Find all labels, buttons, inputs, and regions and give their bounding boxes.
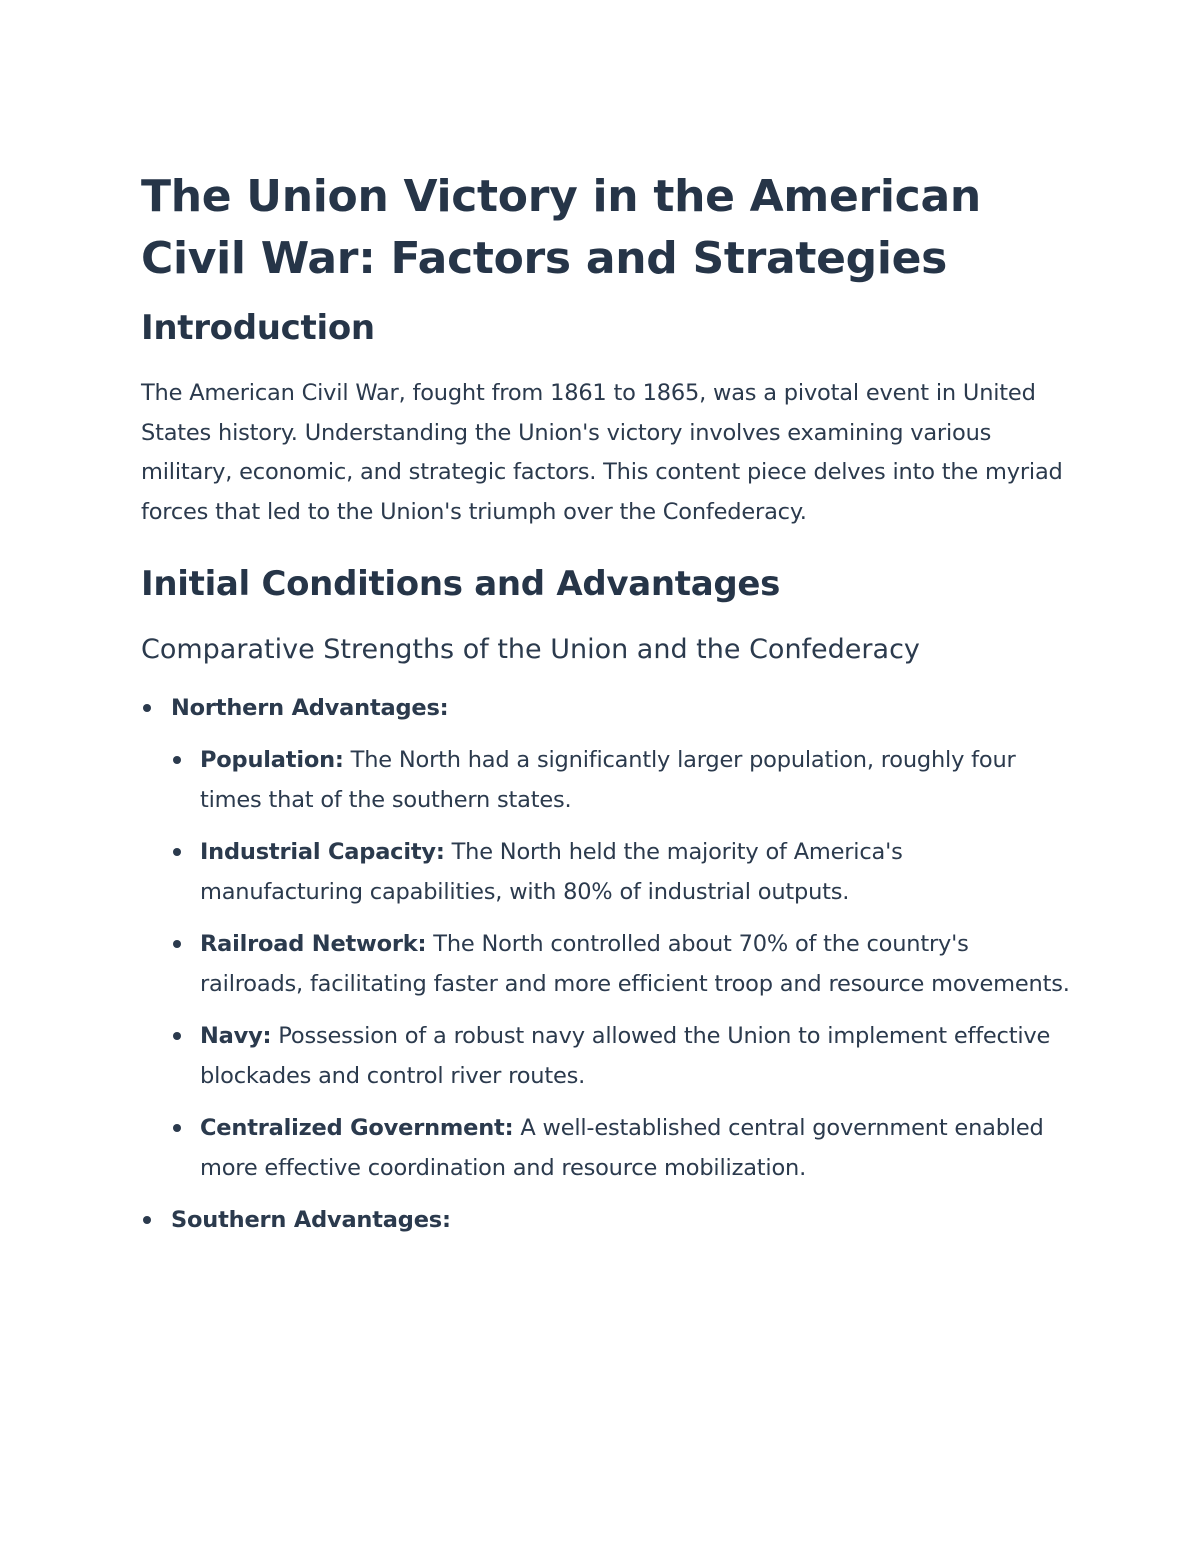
comparative-strengths-subheading: Comparative Strengths of the Union and the Confederacy [141,634,920,665]
southern-advantages-item [141,1200,1071,1240]
item-term: Centralized Government: [200,1115,514,1141]
bullet-icon [173,756,181,764]
bullet-icon [143,1216,151,1224]
item-text: The North held the majority of America's manufacturing capabilities, with 80% of industrial outputs. [200,839,903,905]
item-term: Railroad Network: [200,931,427,957]
list-item [171,924,1071,1004]
item-term: Industrial Capacity: [200,839,445,865]
northern-advantages-label: Northern Advantages: [171,695,449,721]
list-item [171,832,1071,912]
introduction-paragraph: The American Civil War, fought from 1861 to 1865, was a pivotal event in United States history. Understanding the Union's victory involves examining various military, economic, and strategic factors. This content piece delves into the myriad forces that led to the Union's triumph over the Confederacy. [141,380,1063,525]
item-text: Possession of a robust navy allowed the Union to implement effective blockades and control river routes. [200,1023,1051,1089]
initial-conditions-heading: Initial Conditions and Advantages [141,564,781,604]
document-title: The Union Victory in the American Civil War: Factors and Strategies [141,171,981,284]
list-item [171,1108,1071,1188]
introduction-heading: Introduction [141,308,375,348]
list-item [171,740,1071,820]
bullet-icon [143,704,151,712]
northern-advantages-item [141,688,1071,1188]
item-text: The North had a significantly larger population, roughly four times that of the southern states. [200,747,1016,813]
bullet-icon [173,1124,181,1132]
document-page [141,166,1071,1240]
northern-advantages-list [171,740,1071,1188]
southern-advantages-label: Southern Advantages: [171,1207,451,1233]
bullet-icon [173,1032,181,1040]
bullet-icon [173,940,181,948]
bullet-icon [173,848,181,856]
item-text: A well-established central government enabled more effective coordination and resource mobilization. [200,1115,1044,1181]
list-item [171,1016,1071,1096]
item-term: Navy: [200,1023,272,1049]
item-term: Population: [200,747,344,773]
advantages-list [141,688,1071,1240]
item-text: The North controlled about 70% of the country's railroads, facilitating faster and more efficient troop and resource movements. [200,931,1070,997]
